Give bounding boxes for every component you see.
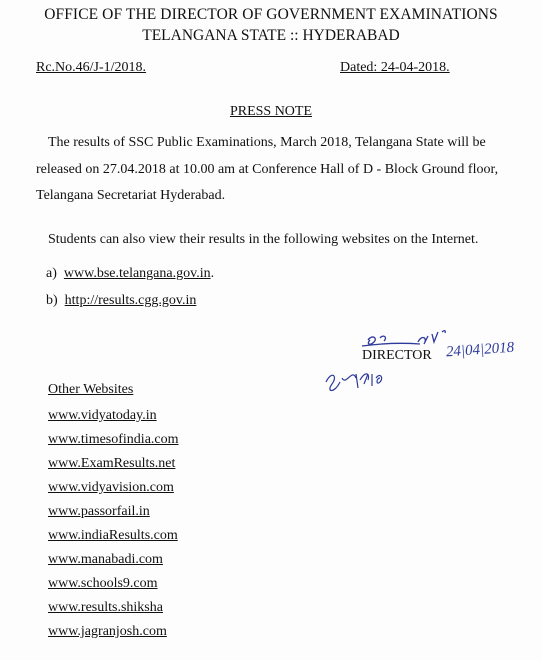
- link-suffix: .: [210, 266, 215, 281]
- reference-number: Rc.No.46/J-1/2018.: [36, 60, 147, 75]
- link-url[interactable]: http://results.cgg.gov.in: [64, 293, 197, 308]
- office-header-line2: TELANGANA STATE :: HYDERABAD: [142, 27, 400, 44]
- websites-intro-paragraph: Students can also view their results in the following websites on the Internet.: [48, 232, 479, 247]
- official-link-b[interactable]: [46, 293, 196, 309]
- initials-signature-icon: [320, 360, 400, 396]
- website-link[interactable]: www.ExamResults.net: [48, 456, 176, 471]
- director-title: DIRECTOR: [362, 348, 432, 363]
- link-url[interactable]: www.bse.telangana.gov.in: [63, 266, 211, 281]
- office-header-line1: OFFICE OF THE DIRECTOR OF GOVERNMENT EXAMINATIONS: [44, 6, 498, 23]
- website-link[interactable]: www.manabadi.com: [48, 552, 163, 567]
- other-websites-title: Other Websites: [48, 382, 134, 397]
- website-link[interactable]: www.jagranjosh.com: [48, 624, 167, 639]
- website-link[interactable]: www.schools9.com: [48, 576, 158, 591]
- link-marker: a): [46, 266, 57, 281]
- results-announcement-paragraph: The results of SSC Public Examinations, March 2018, Telangana State will be released on 27.04.2018 at 10.00 am at Conference Hall of D - Block Ground floor, Telangana Secretariat Hyderabad.: [36, 135, 499, 203]
- website-link[interactable]: www.timesofindia.com: [48, 432, 179, 447]
- website-link[interactable]: www.indiaResults.com: [48, 528, 178, 543]
- handwritten-date: 24|04|2018: [445, 339, 515, 361]
- website-link[interactable]: www.vidyavision.com: [48, 480, 174, 495]
- website-link[interactable]: www.vidyatoday.in: [48, 408, 157, 423]
- official-link-a[interactable]: [46, 266, 214, 282]
- website-link[interactable]: www.results.shiksha: [48, 600, 163, 615]
- website-link[interactable]: www.passorfail.in: [48, 504, 150, 519]
- press-note-title: PRESS NOTE: [229, 104, 313, 119]
- dated-line: Dated: 24-04-2018.: [340, 60, 450, 75]
- link-marker: b): [46, 293, 58, 308]
